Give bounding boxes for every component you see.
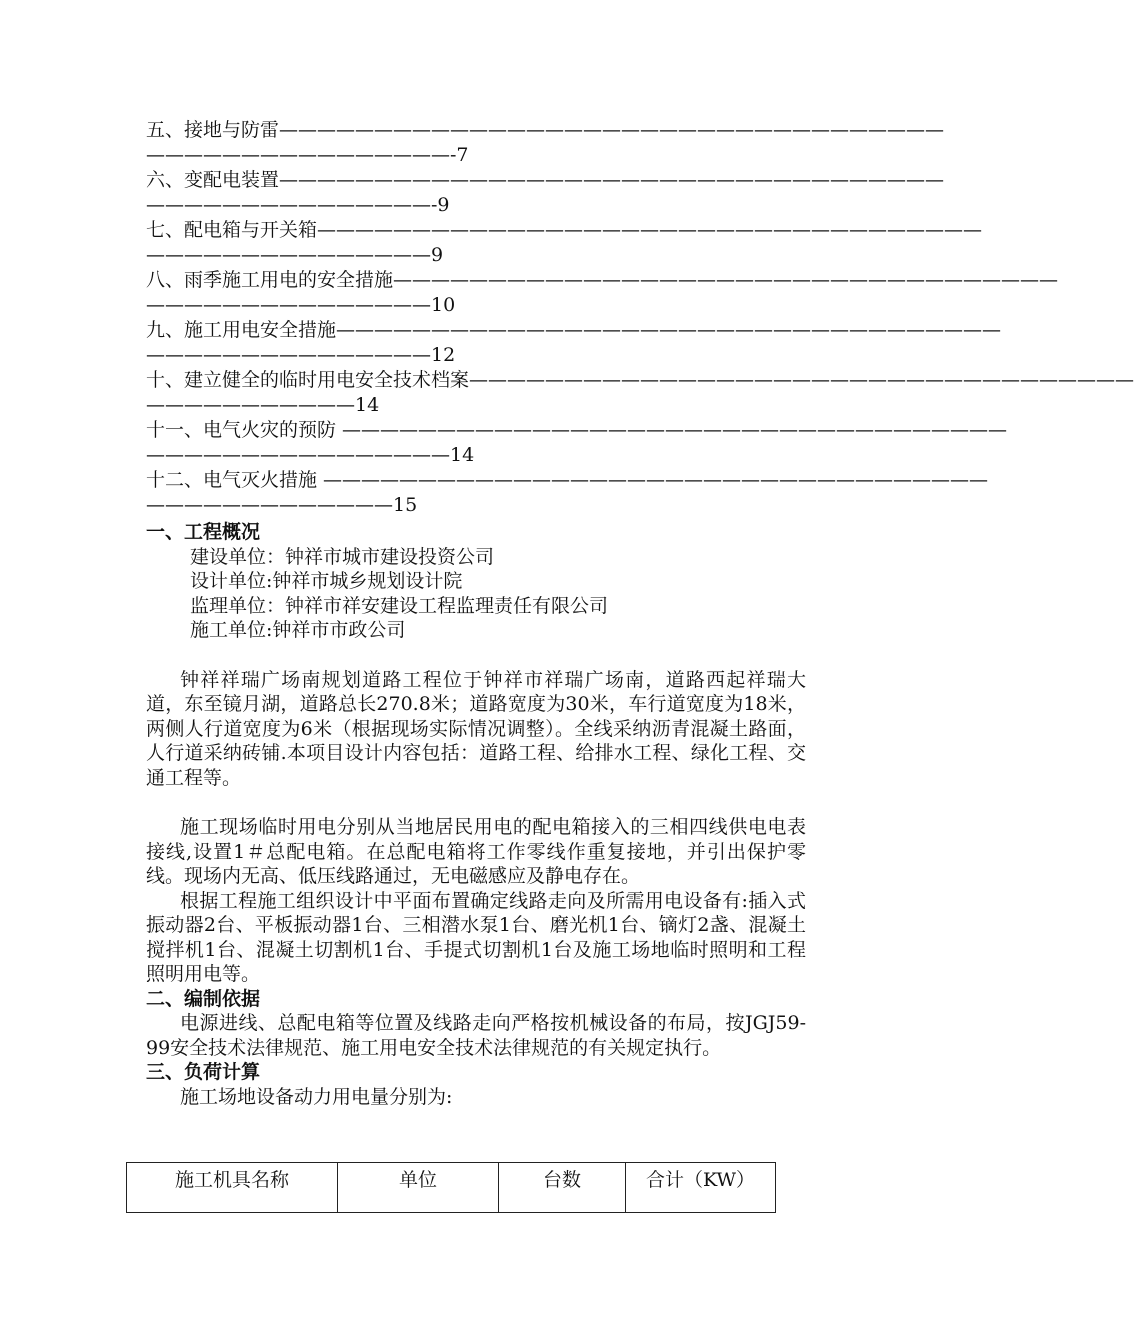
toc-title: 八、雨季施工用电的安全措施 [146, 269, 394, 291]
toc-entry [146, 418, 1008, 468]
section-heading: 三、负荷计算 [146, 1061, 261, 1083]
toc-page-number: 7 [456, 144, 469, 166]
section-heading: 一、工程概况 [146, 521, 261, 543]
project-overview-paragraph: 钟祥祥瑞广场南规划道路工程位于钟祥市祥瑞广场南，道路西起祥瑞大道，东至镜月湖，道路总长270.8米；道路宽度为30米，车行道宽度为18米，两侧人行道宽度为6米（根据现场实际情况调整）。全线采纳沥青混凝土路面，人行道采纳砖铺.本项目设计内容包括：道路工程、给排水工程、绿化工程、交通工程等。 [146, 668, 806, 789]
toc-leader: ————————————— [146, 494, 393, 516]
toc-leader: ——————————————————————————————————— [469, 369, 1134, 391]
construction-unit: 建设单位：钟祥市城市建设投资公司 [190, 545, 495, 568]
toc-title: 十二、电气灭火措施 [146, 469, 324, 491]
toc-page-number: 9 [431, 244, 444, 266]
toc-title: 五、接地与防雷 [146, 119, 280, 141]
table-header-row [127, 1163, 776, 1213]
load-table [126, 1162, 776, 1213]
toc-leader: ——————————————— [146, 294, 431, 316]
toc-leader: ——————————————————————————————————— [393, 269, 1059, 291]
toc-title: 六、变配电装置 [146, 169, 280, 191]
toc-leader: ——————————————————————————————————— [336, 319, 1002, 341]
design-unit: 设计单位:钟祥市城乡规划设计院 [190, 570, 463, 592]
toc-leader: ——————————————— [146, 344, 431, 366]
toc-leader: ————————————————- [146, 144, 457, 166]
toc-page-number: 12 [431, 344, 456, 366]
toc-leader: ——————————————————————————————————— [279, 119, 945, 141]
toc-leader: ——————————— [146, 394, 355, 416]
toc-leader: ——————————————— [146, 244, 431, 266]
toc-title: 十、建立健全的临时用电安全技术档案 [146, 369, 470, 391]
basis-paragraph: 电源进线、总配电箱等位置及线路走向严格按机械设备的布局，按JGJ59-99安全技术法律规范、施工用电安全技术法律规范的有关规定执行。 [146, 1012, 806, 1059]
toc-leader: ——————————————————————————————————— [317, 219, 983, 241]
table-of-contents [146, 118, 1134, 518]
toc-entry [146, 318, 1002, 368]
toc-entry [146, 118, 945, 168]
section-heading: 二、编制依据 [146, 987, 261, 1010]
toc-page-number: 9 [437, 194, 450, 216]
toc-leader: ———————————————- [146, 194, 438, 216]
toc-entry [146, 268, 1059, 318]
supervision-unit: 监理单位：钟祥市祥安建设工程监理责任有限公司 [190, 594, 609, 617]
toc-entry [146, 168, 945, 218]
table-header-cell: 合计（KW） [626, 1163, 776, 1213]
toc-page-number: 14 [355, 394, 380, 416]
toc-title: 十一、电气火灾的预防 [146, 419, 343, 441]
toc-entry [146, 368, 1134, 418]
document-body [146, 520, 806, 1109]
contractor-unit: 施工单位:钟祥市市政公司 [190, 619, 406, 641]
toc-leader: ——————————————————————————————————— [342, 419, 1008, 441]
toc-leader: ———————————————— [146, 444, 450, 466]
load-intro: 施工场地设备动力用电量分别为: [180, 1085, 453, 1108]
toc-title: 七、配电箱与开关箱 [146, 219, 318, 241]
table-header-cell: 单位 [338, 1163, 499, 1213]
equipment-paragraph: 根据工程施工组织设计中平面布置确定线路走向及所需用电设备有:插入式振动器2台、平板振动器1台、三相潜水泵1台、磨光机1台、镝灯2盏、混凝土搅拌机1台、混凝土切割机1台、手提式切割机1台及施工场地临时照明和工程照明用电等。 [146, 889, 806, 985]
table-header-cell: 施工机具名称 [127, 1163, 338, 1213]
power-supply-paragraph: 施工现场临时用电分别从当地居民用电的配电箱接入的三相四线供电电表接线,设置1＃总配电箱。在总配电箱将工作零线作重复接地，并引出保护零线。现场内无高、低压线路通过，无电磁感应及静电存在。 [146, 816, 806, 887]
toc-entry [146, 468, 989, 518]
toc-page-number: 10 [431, 294, 456, 316]
table-header-cell: 台数 [499, 1163, 626, 1213]
toc-entry [146, 218, 983, 268]
toc-title: 九、施工用电安全措施 [146, 319, 337, 341]
toc-leader: ——————————————————————————————————— [279, 169, 945, 191]
toc-page-number: 15 [393, 494, 418, 516]
toc-page-number: 14 [450, 444, 475, 466]
toc-leader: ——————————————————————————————————— [323, 469, 989, 491]
